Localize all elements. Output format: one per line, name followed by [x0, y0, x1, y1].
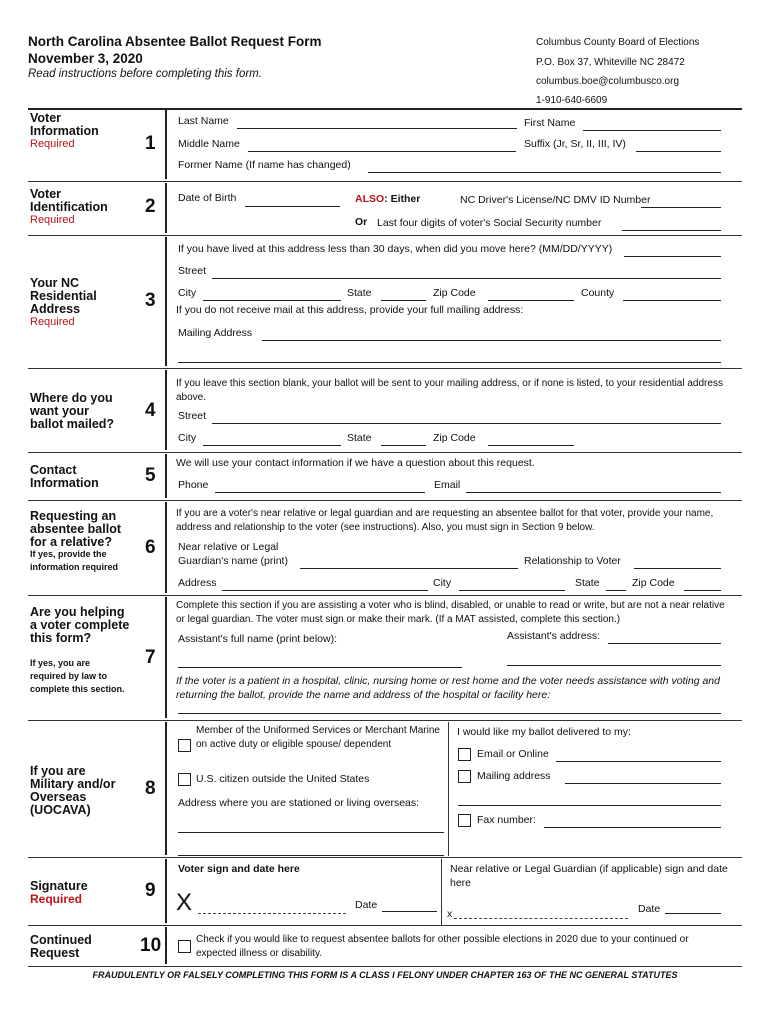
county-label: County: [581, 287, 615, 299]
zip-field[interactable]: [488, 300, 574, 301]
divider: [28, 966, 742, 967]
ncdl-field[interactable]: [641, 207, 721, 208]
board-email: columbus.boe@columbusco.org: [536, 76, 680, 87]
email-online-checkbox[interactable]: [458, 748, 471, 761]
former-name-field[interactable]: [368, 172, 721, 173]
section-1-number: 1: [145, 133, 156, 154]
address-field[interactable]: [222, 590, 428, 591]
section-6-name: Requesting an absentee ballot for a relative?: [30, 509, 121, 549]
also-text: ALSO: [355, 193, 385, 205]
relationship-label: Relationship to Voter: [524, 555, 621, 567]
either-text: : Either: [384, 193, 421, 205]
patient-note: If the voter is a patient in a hospital, clinic, nursing home or rest home and the voter needs assistance with voting and returning the ballot, provide the name and address of the hospital or facility here:: [176, 675, 720, 701]
mailing-label: Mailing address: [477, 770, 551, 782]
phone-field[interactable]: [215, 492, 425, 493]
section-3-title: [30, 277, 110, 329]
move-date-field[interactable]: [624, 256, 721, 257]
zip-label: Zip Code: [433, 432, 476, 444]
first-name-label: First Name: [524, 117, 576, 129]
section-9-name: Signature: [30, 879, 88, 893]
ssn-label: Last four digits of voter's Social Security number: [377, 217, 602, 229]
city-field[interactable]: [203, 300, 341, 301]
section-9-divider: [441, 859, 442, 925]
section-6-number: 6: [145, 537, 156, 558]
zip-label: Zip Code: [632, 577, 675, 589]
street-label: Street: [178, 410, 207, 422]
board-name: Columbus County Board of Elections: [536, 37, 700, 48]
section-8-number: 8: [145, 778, 156, 799]
divider: [28, 108, 742, 110]
zip-field[interactable]: [684, 590, 721, 591]
relative-label-1: Near relative or Legal: [178, 541, 279, 553]
street-field[interactable]: [212, 278, 721, 279]
city-field[interactable]: [203, 445, 341, 446]
section-10-number: 10: [140, 935, 162, 956]
no-mail-note: If you do not receive mail at this address, provide your full mailing address:: [176, 304, 524, 316]
form-instruction: Read instructions before completing this form.: [28, 68, 262, 80]
email-field[interactable]: [466, 492, 721, 493]
section-3-number: 3: [145, 290, 156, 311]
voter-date-field[interactable]: [382, 911, 437, 912]
voter-sign-label: Voter sign and date here: [178, 863, 300, 875]
stationed-field-2[interactable]: [178, 855, 444, 856]
suffix-field[interactable]: [636, 151, 721, 152]
assistant-name-field[interactable]: [178, 667, 462, 668]
zip-label: Zip Code: [433, 287, 476, 299]
former-name-label: Former Name (If name has changed): [178, 159, 351, 171]
ncdl-label: NC Driver's License/NC DMV ID Number: [460, 194, 651, 206]
required-label: Required: [30, 316, 75, 328]
section-9-number: 9: [145, 880, 156, 901]
section-rule: [165, 183, 167, 233]
mailing-address-label: Mailing Address: [178, 327, 253, 339]
facility-field[interactable]: [178, 713, 721, 714]
voter-signature-field[interactable]: [198, 913, 346, 914]
divider: [28, 235, 742, 236]
city-field[interactable]: [459, 590, 565, 591]
assistant-address-field-2[interactable]: [507, 665, 721, 666]
section-rule: [165, 722, 167, 855]
email-online-field[interactable]: [556, 761, 721, 762]
relative-signature-field[interactable]: [454, 918, 628, 919]
city-label: City: [433, 577, 452, 589]
state-field[interactable]: [381, 445, 426, 446]
relative-sign-label: Near relative or Legal Guardian (if applicable) sign and date here: [450, 863, 728, 889]
section-5-note: We will use your contact information if we have a question about this request.: [176, 457, 535, 469]
section-7-name: Are you helping a voter complete this form?: [30, 605, 130, 645]
form-title: North Carolina Absentee Ballot Request Form: [28, 34, 322, 49]
county-field[interactable]: [623, 300, 721, 301]
continued-request-label: Check if you would like to request absentee ballots for other possible elections in 2020 due to your continued or expected illness or disability.: [196, 934, 689, 959]
city-label: City: [178, 287, 197, 299]
citizen-label: U.S. citizen outside the United States: [196, 773, 370, 785]
section-8-divider: [448, 722, 449, 856]
move-date-label: If you have lived at this address less than 30 days, when did you move here? (MM/DD/YYYY): [178, 243, 613, 255]
section-7-sub: If yes, you are required by law to complete this section.: [30, 658, 125, 694]
email-label: Email: [434, 479, 461, 491]
state-field[interactable]: [606, 590, 626, 591]
mailing-field-2[interactable]: [458, 805, 721, 806]
ssn-field[interactable]: [622, 230, 721, 231]
street-field[interactable]: [212, 423, 721, 424]
divider: [28, 720, 742, 721]
state-label: State: [347, 432, 372, 444]
section-8-name: If you are Military and/or Overseas (UOCAVA): [30, 764, 116, 817]
suffix-label: Suffix (Jr, Sr, II, III, IV): [524, 138, 626, 150]
uniformed-checkbox[interactable]: [178, 739, 191, 752]
street-label: Street: [178, 265, 207, 277]
assistant-address-field[interactable]: [608, 643, 721, 644]
divider: [28, 595, 742, 596]
section-2-name: Voter Identification: [30, 187, 108, 214]
phone-label: Phone: [178, 479, 209, 491]
required-label: Required: [30, 892, 83, 906]
mailing-address-field-2[interactable]: [178, 362, 721, 363]
state-label: State: [575, 577, 600, 589]
state-label: State: [347, 287, 372, 299]
mailing-address-field[interactable]: [262, 340, 721, 341]
divider: [28, 452, 742, 453]
section-5-name: Contact Information: [30, 463, 99, 490]
email-online-label: Email or Online: [477, 748, 549, 760]
board-phone: 1-910-640-6609: [536, 95, 608, 106]
delivered-label: I would like my ballot delivered to my:: [457, 726, 631, 738]
fax-field[interactable]: [544, 827, 721, 828]
board-address: P.O. Box 37, Whiteville NC 28472: [536, 57, 685, 68]
section-rule: [165, 237, 167, 366]
last-name-label: Last Name: [178, 115, 229, 127]
mailing-field[interactable]: [565, 783, 721, 784]
section-6-note: If you are a voter's near relative or legal guardian and are requesting an absentee ballot for that voter, provide your name, address and relationship to the voter (see instructions). Also, you must sign in Section 9 below.: [176, 508, 714, 533]
section-rule: [165, 927, 167, 964]
signature-x: X: [176, 889, 193, 916]
section-2-number: 2: [145, 196, 156, 217]
fax-label: Fax number:: [477, 814, 536, 826]
assistant-name-label: Assistant's full name (print below):: [178, 633, 337, 645]
assistant-address-label: Assistant's address:: [507, 630, 601, 642]
required-label: Required: [30, 214, 75, 226]
section-4-number: 4: [145, 400, 156, 421]
felony-warning: FRAUDULENTLY OR FALSELY COMPLETING THIS FORM IS A CLASS I FELONY UNDER CHAPTER 163 OF THE NC GENERAL STATUTES: [92, 970, 678, 980]
section-4-name: Where do you want your ballot mailed?: [30, 391, 115, 431]
section-rule: [165, 597, 167, 718]
or-label: Or: [355, 216, 368, 228]
voter-date-label: Date: [355, 899, 378, 911]
section-1-name: Voter Information: [30, 111, 99, 138]
election-date: November 3, 2020: [28, 51, 143, 66]
relative-name-field[interactable]: [300, 568, 518, 569]
section-7-note: Complete this section if you are assisting a voter who is blind, disabled, or unable to read or write, but are not a near relative or legal guardian. The voter must sign or make their mark. (If a MAT assisted, complete this section.): [176, 600, 725, 625]
divider: [28, 500, 742, 501]
fax-checkbox[interactable]: [458, 814, 471, 827]
also-either-label: [355, 193, 420, 205]
section-10-name: Continued Request: [30, 933, 92, 960]
relative-label-2: Guardian's name (print): [178, 555, 288, 567]
relative-date-label: Date: [638, 903, 661, 915]
zip-field[interactable]: [488, 445, 574, 446]
section-rule: [165, 454, 167, 498]
stationed-label: Address where you are stationed or living overseas:: [178, 797, 420, 809]
continued-request-checkbox[interactable]: [178, 940, 191, 953]
first-name-field[interactable]: [583, 130, 721, 131]
citizen-checkbox[interactable]: [178, 773, 191, 786]
divider: [28, 181, 742, 182]
stationed-field[interactable]: [178, 832, 444, 833]
uniformed-label: Member of the Uniformed Services or Merchant Marine on active duty or eligible spouse/ dependent: [196, 725, 440, 750]
city-label: City: [178, 432, 197, 444]
divider: [28, 925, 742, 926]
relative-x: x: [447, 908, 453, 920]
section-1-title: [30, 112, 110, 151]
divider: [28, 368, 742, 369]
middle-name-field[interactable]: [248, 151, 516, 152]
section-rule: [165, 110, 167, 179]
section-4-note: If you leave this section blank, your ballot will be sent to your mailing address, or if none is listed, to your residential address above.: [176, 378, 723, 403]
section-7-number: 7: [145, 647, 156, 668]
section-5-number: 5: [145, 465, 156, 486]
section-6-sub: If yes, provide the information required: [30, 549, 119, 572]
divider: [28, 857, 742, 858]
address-label: Address: [178, 577, 217, 589]
section-rule: [165, 502, 167, 593]
state-field[interactable]: [381, 300, 426, 301]
section-3-name: Your NC Residential Address: [30, 276, 97, 316]
last-name-field[interactable]: [237, 128, 517, 129]
relative-date-field[interactable]: [665, 913, 721, 914]
section-rule: [165, 370, 167, 450]
dob-label: Date of Birth: [178, 192, 237, 204]
middle-name-label: Middle Name: [178, 138, 240, 150]
dob-field[interactable]: [245, 206, 340, 207]
section-9-title: [30, 880, 88, 906]
section-2-title: [30, 188, 120, 227]
section-rule: [165, 859, 167, 923]
relationship-field[interactable]: [634, 568, 721, 569]
required-label: Required: [30, 138, 75, 150]
mailing-checkbox[interactable]: [458, 770, 471, 783]
